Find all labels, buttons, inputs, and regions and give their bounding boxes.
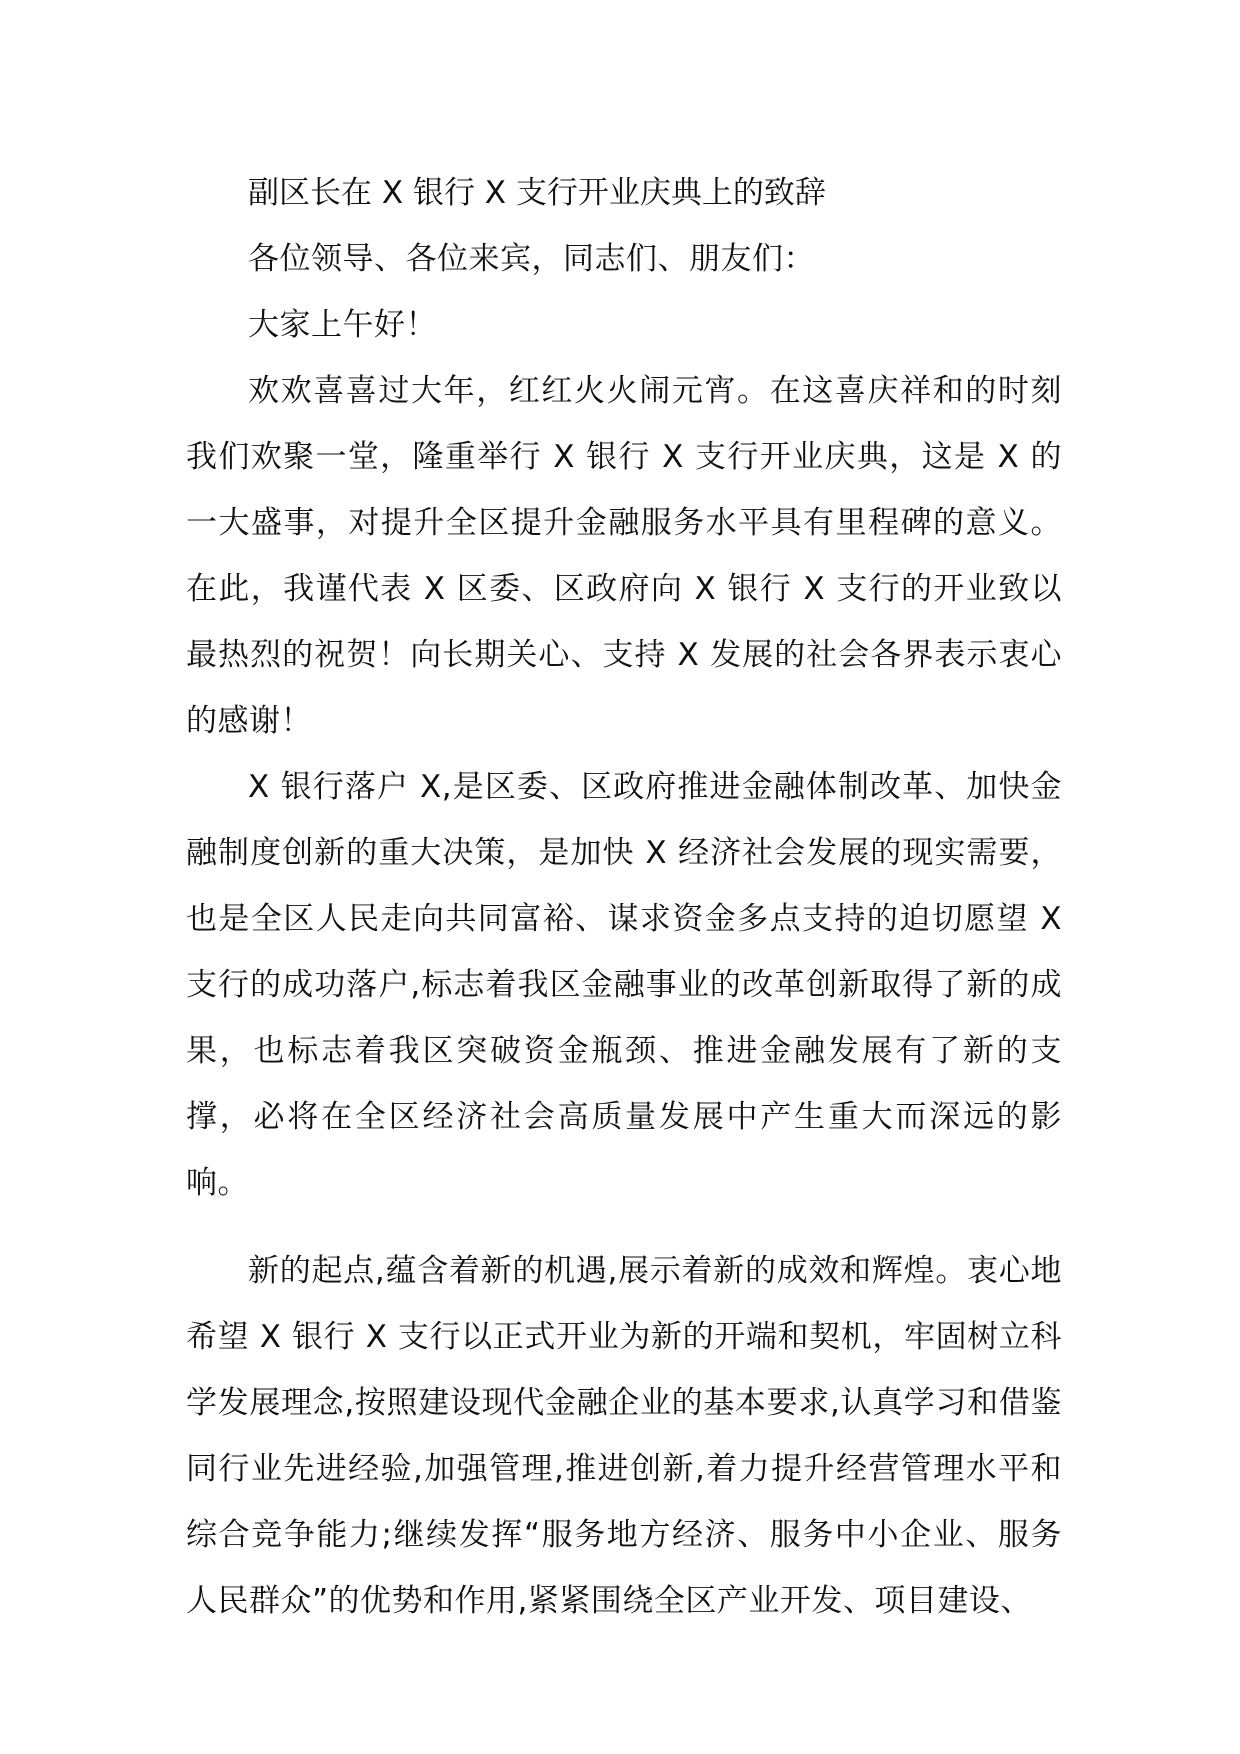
greeting: 大家上午好！ xyxy=(248,307,437,343)
salutation: 各位领导、各位来宾，同志们、朋友们： xyxy=(248,241,815,277)
document-title: 副区长在 X 银行 X 支行开业庆典上的致辞 xyxy=(248,175,826,211)
document-page xyxy=(186,160,1062,1634)
paragraph-3: 新的起点,蕴含着新的机遇,展示着新的成效和辉煌。衷心地希望 X 银行 X 支行以正式开业为新的开端和契机，牢固树立科学发展理念,按照建设现代金融企业的基本要求,认真学习和借鉴同行业先进经验,加强管理,推进创新,着力提升经营管理水平和综合竞争能力;继续发挥“服务地方经济、服务中小企业、服务人民群众”的优势和作用,紧紧围绕全区产业开发、项目建设、 xyxy=(186,1253,1062,1619)
paragraph-2: X 银行落户 X,是区委、区政府推进金融体制改革、加快金融制度创新的重大决策，是加快 X 经济社会发展的现实需要，也是全区人民走向共同富裕、谋求资金多点支持的迫切愿望 X 支行的成功落户,标志着我区金融事业的改革创新取得了新的成果，也标志着我区突破资金瓶颈、推进金融发展有了新的支撑，必将在全区经济社会高质量发展中产生重大而深远的影响。 xyxy=(186,769,1062,1201)
paragraph-1: 欢欢喜喜过大年，红红火火闹元宵。在这喜庆祥和的时刻我们欢聚一堂，隆重举行 X 银行 X 支行开业庆典，这是 X 的一大盛事，对提升全区提升金融服务水平具有里程碑的意义。在此，我谨代表 X 区委、区政府向 X 银行 X 支行的开业致以最热烈的祝贺！向长期关心、支持 X 发展的社会各界表示衷心的感谢！ xyxy=(186,373,1062,739)
